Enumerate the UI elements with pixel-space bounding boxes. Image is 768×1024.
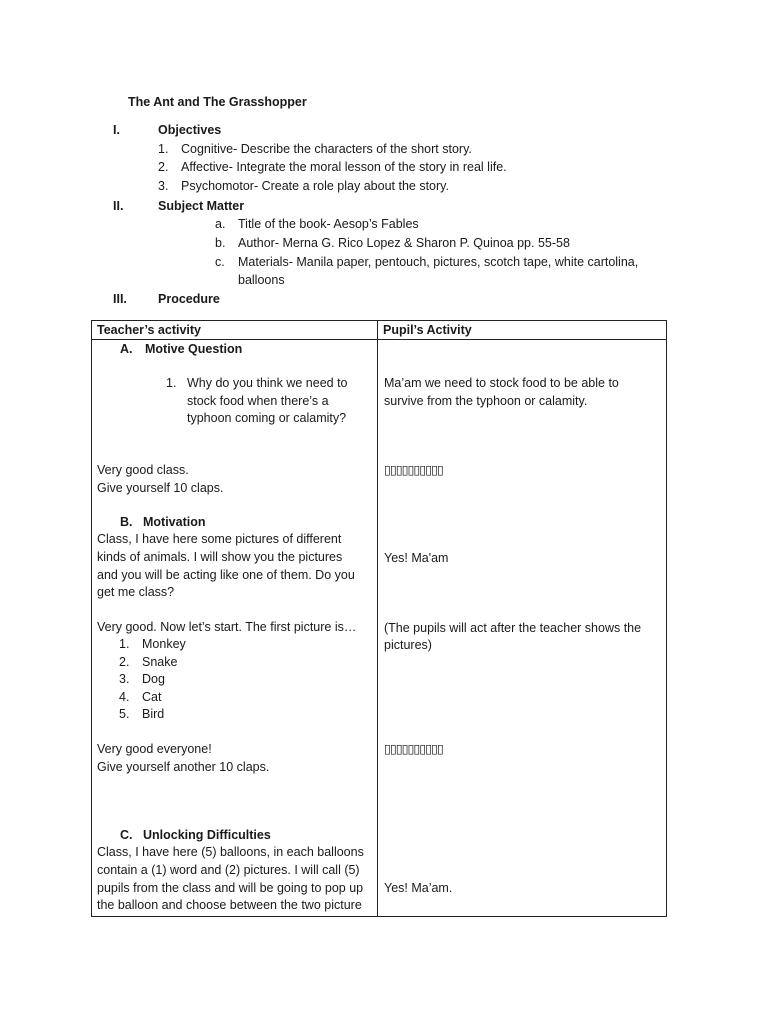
question-line: typhoon coming or calamity?	[187, 411, 347, 425]
motivation-line: Class, I have here some pictures of different	[97, 532, 342, 546]
objectives-numeral: I.	[113, 123, 120, 137]
pupil-answer-line: survive from the typhoon or calamity.	[384, 394, 588, 408]
animal-marker: 5.	[119, 707, 130, 721]
clap-symbols: ▯▯▯▯▯▯▯▯▯▯	[384, 742, 443, 756]
document-title: The Ant and The Grasshopper	[128, 95, 307, 109]
motivation-line: kinds of animals. I will show you the pictures	[97, 550, 343, 564]
question-line: Why do you think we need to	[187, 376, 348, 390]
objective-marker: 1.	[158, 142, 169, 156]
motivation-heading: Motivation	[143, 515, 206, 529]
motivation-marker: B.	[120, 515, 133, 529]
subject-matter-item-continuation: balloons	[238, 273, 285, 287]
objective-marker: 3.	[158, 179, 169, 193]
pupil-note-line: (The pupils will act after the teacher shows the	[384, 621, 642, 635]
praise-line: Very good class.	[97, 463, 189, 477]
pupil-activity-cell	[378, 340, 667, 917]
activity-table	[91, 320, 667, 917]
subject-matter-marker: c.	[215, 255, 225, 269]
praise-line: Give yourself another 10 claps.	[97, 760, 270, 774]
subject-matter-item: Title of the book- Aesop’s Fables	[238, 217, 419, 231]
animal-item: Dog	[142, 672, 165, 686]
subject-matter-numeral: II.	[113, 199, 124, 213]
pupil-note-line: pictures)	[384, 638, 432, 652]
animal-marker: 3.	[119, 672, 130, 686]
question-marker: 1.	[166, 376, 177, 390]
objectives-heading: Objectives	[158, 123, 222, 137]
objective-item: Cognitive- Describe the characters of the short story.	[181, 142, 472, 156]
pupil-activity-header: Pupil’s Activity	[378, 321, 667, 340]
motivation-start-line: Very good. Now let’s start. The first picture is…	[97, 620, 357, 634]
pupil-answer-line: Ma’am we need to stock food to be able to	[384, 376, 619, 390]
animal-marker: 2.	[119, 655, 130, 669]
unlocking-line: the balloon and choose between the two picture	[97, 898, 362, 912]
pupil-response: Yes! Ma'am	[384, 551, 449, 565]
teacher-activity-cell	[92, 340, 378, 917]
animal-item: Snake	[142, 655, 178, 669]
unlocking-line: pupils from the class and will be going to pop up	[97, 881, 364, 895]
subject-matter-marker: b.	[215, 236, 226, 250]
unlocking-line: Class, I have here (5) balloons, in each balloons	[97, 845, 364, 859]
subject-matter-heading: Subject Matter	[158, 199, 245, 213]
motive-heading: Motive Question	[145, 342, 243, 356]
clap-symbols: ▯▯▯▯▯▯▯▯▯▯	[384, 463, 443, 477]
animal-item: Cat	[142, 690, 162, 704]
pupil-response: Yes! Ma’am.	[384, 881, 453, 895]
praise-line: Give yourself 10 claps.	[97, 481, 224, 495]
motivation-line: get me class?	[97, 585, 175, 599]
animal-item: Monkey	[142, 637, 186, 651]
animal-marker: 4.	[119, 690, 130, 704]
objective-item: Affective- Integrate the moral lesson of the story in real life.	[181, 160, 507, 174]
table-header-row	[92, 321, 667, 340]
praise-line: Very good everyone!	[97, 742, 212, 756]
question-line: stock food when there’s a	[187, 394, 329, 408]
procedure-numeral: III.	[113, 292, 127, 306]
animal-item: Bird	[142, 707, 165, 721]
subject-matter-marker: a.	[215, 217, 226, 231]
motivation-line: and you will be acting like one of them. Do you	[97, 568, 355, 582]
unlocking-heading: Unlocking Difficulties	[143, 828, 271, 842]
unlocking-marker: C.	[120, 828, 133, 842]
procedure-heading: Procedure	[158, 292, 220, 306]
animal-marker: 1.	[119, 637, 130, 651]
subject-matter-item: Author- Merna G. Rico Lopez & Sharon P. Quinoa pp. 55-58	[238, 236, 570, 250]
teacher-activity-header: Teacher’s activity	[92, 321, 378, 340]
objective-item: Psychomotor- Create a role play about the story.	[181, 179, 449, 193]
unlocking-line: contain a (1) word and (2) pictures. I will call (5)	[97, 863, 360, 877]
subject-matter-item: Materials- Manila paper, pentouch, pictures, scotch tape, white cartolina,	[238, 255, 639, 269]
table-row	[92, 340, 667, 917]
motive-marker: A.	[120, 342, 133, 356]
objective-marker: 2.	[158, 160, 169, 174]
